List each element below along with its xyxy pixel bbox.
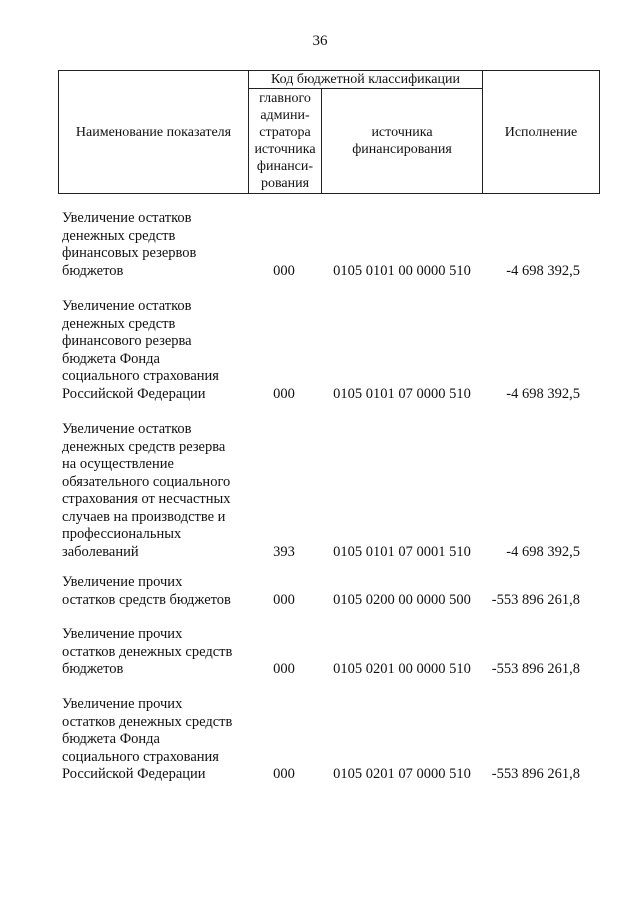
row-name-line: социального страхования — [62, 748, 219, 765]
row-name-line: бюджетов — [62, 262, 124, 279]
row-name-line: финансовых резервов — [62, 245, 197, 261]
row-name-line: остатков денежных средств — [62, 643, 233, 660]
row-name-line: бюджета Фонда — [62, 731, 160, 747]
row-name — [62, 210, 252, 280]
row-name-line: Российской Федерации — [62, 385, 206, 402]
header-admin-line: финанси- — [256, 159, 314, 174]
row-name-line: заболеваний — [62, 543, 139, 560]
header-admin-line: стратора — [259, 125, 311, 140]
row-amount: -4 698 392,5 — [506, 262, 580, 279]
header-source-line: финансирования — [352, 142, 452, 157]
page-number: 36 — [312, 33, 328, 49]
header-classification-group: Код бюджетной классификации — [271, 72, 460, 87]
header-admin-line: рования — [260, 176, 310, 191]
row-name-line: бюджетов — [62, 661, 124, 677]
row-name-line: страхования от несчастных — [62, 491, 231, 507]
header-admin-line: главного — [259, 91, 311, 106]
header-source-column — [322, 89, 482, 193]
header-border-right — [599, 70, 600, 194]
header-amount-column: Исполнение — [504, 124, 578, 140]
row-name-line: Увеличение прочих — [62, 696, 183, 712]
row-name-line: Увеличение остатков — [62, 210, 192, 226]
row-source-code: 0105 0200 00 0000 500 — [333, 591, 471, 608]
row-name-line: обязательного социального — [62, 473, 231, 490]
table-header — [58, 70, 600, 194]
table-row — [0, 210, 640, 280]
row-amount: -553 896 261,8 — [491, 661, 580, 677]
table-row — [0, 696, 640, 784]
row-name-line: остатков средств бюджетов — [62, 591, 231, 608]
row-amount: -4 698 392,5 — [506, 385, 580, 402]
row-name — [62, 574, 252, 609]
row-source-code: 0105 0101 00 0000 510 — [333, 262, 471, 279]
row-name-line: социального страхования — [62, 368, 219, 384]
header-admin-line: источника — [254, 142, 316, 157]
row-source-code: 0105 0101 07 0000 510 — [333, 385, 471, 402]
row-name-line: профессиональных — [62, 526, 182, 542]
row-admin-code: 000 — [273, 766, 295, 782]
row-source-code: 0105 0101 07 0001 510 — [333, 543, 471, 560]
row-name-line: Увеличение прочих — [62, 574, 183, 590]
row-name-line: остатков денежных средств — [62, 713, 233, 730]
row-source-code: 0105 0201 07 0000 510 — [333, 766, 471, 782]
row-source-code: 0105 0201 00 0000 510 — [333, 661, 471, 677]
row-admin-code: 000 — [273, 262, 295, 279]
row-name-line: финансового резерва — [62, 333, 192, 349]
table-row — [0, 574, 640, 609]
row-admin-code: 000 — [273, 661, 295, 677]
row-name-line: Увеличение остатков — [62, 421, 192, 437]
row-name — [62, 696, 252, 784]
row-name-line: денежных средств резерва — [62, 438, 226, 455]
row-name — [62, 298, 252, 403]
table-row — [0, 298, 640, 403]
row-name-line: Увеличение остатков — [62, 298, 192, 314]
row-name — [62, 421, 252, 561]
row-name-line: денежных средств — [62, 227, 176, 244]
header-admin-column — [249, 89, 321, 193]
row-admin-code: 000 — [273, 591, 295, 608]
table-row — [0, 626, 640, 679]
row-name-line: случаев на производстве и — [62, 508, 226, 525]
header-admin-line: админи- — [260, 108, 310, 123]
row-name — [62, 626, 252, 679]
row-name-line: бюджета Фонда — [62, 350, 160, 367]
table-row — [0, 421, 640, 561]
header-source-line: источника — [371, 125, 433, 140]
row-amount: -553 896 261,8 — [491, 766, 580, 782]
row-name-line: Российской Федерации — [62, 766, 206, 782]
row-name-line: Увеличение прочих — [62, 626, 183, 642]
row-name-line: на осуществление — [62, 456, 174, 472]
row-admin-code: 000 — [273, 385, 295, 402]
row-admin-code: 393 — [273, 543, 295, 560]
row-amount: -553 896 261,8 — [491, 591, 580, 608]
header-border-bottom — [58, 193, 600, 194]
row-name-line: денежных средств — [62, 315, 176, 332]
row-amount: -4 698 392,5 — [506, 543, 580, 560]
header-name-column: Наименование показателя — [75, 124, 232, 140]
